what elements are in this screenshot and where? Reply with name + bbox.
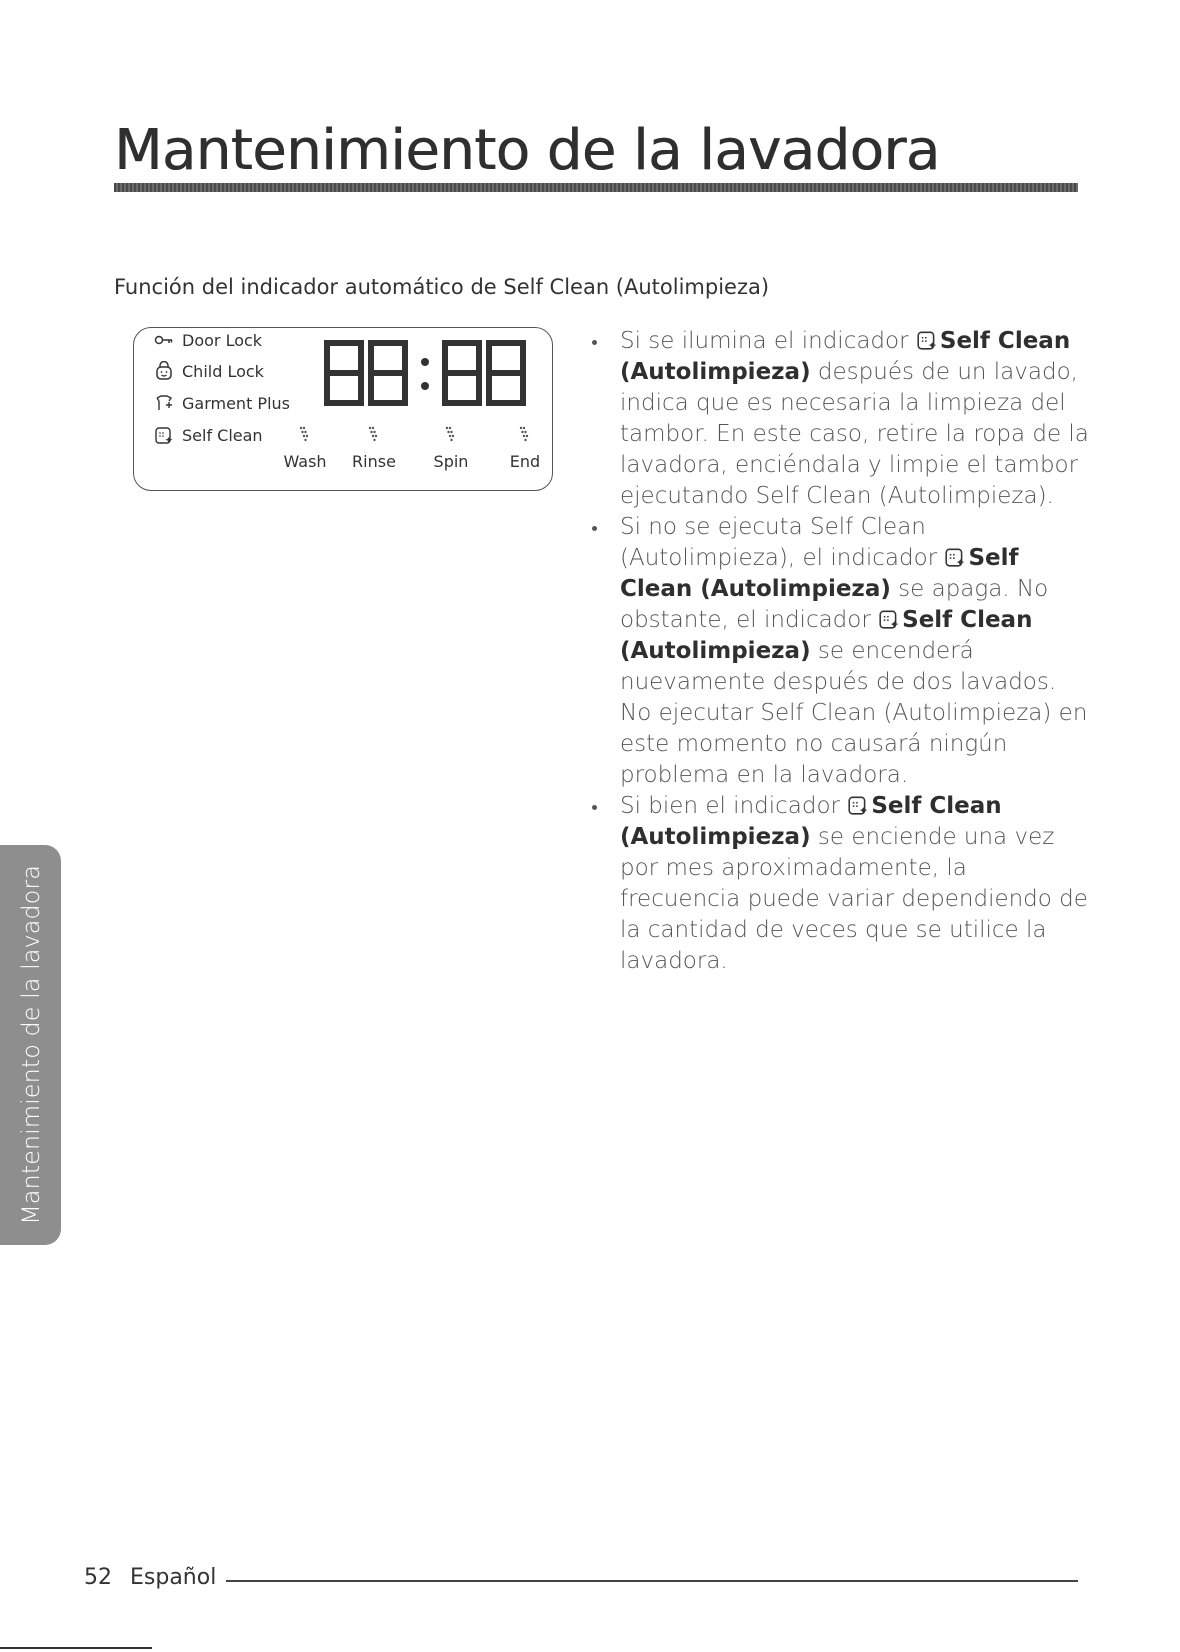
- indicator-label: Self Clean: [182, 425, 263, 445]
- self-clean-icon: [916, 329, 938, 351]
- chapter-side-tab: [0, 845, 61, 1245]
- indicator-door-lock: [154, 328, 262, 352]
- child-face-icon: [154, 361, 174, 381]
- page-title: Mantenimiento de la lavadora: [114, 118, 940, 183]
- bullet-item: Si bien el indicador Self Clean (Autolimpieza) se enciende una vez por mes aproximadamente, la frecuencia puede variar dependiendo de la cantidad de veces que se utilice la lavadora.: [620, 791, 1090, 977]
- control-panel-illustration: [133, 327, 553, 491]
- self-clean-icon: [847, 794, 869, 816]
- bullet-item: Si se ilumina el indicador Self Clean (Autolimpieza) después de un lavado, indica que es necesaria la limpieza del tambor. En este caso, retire la ropa de la lavadora, enciéndala y limpie el tambor ejecutando Self Clean (Autolimpieza).: [620, 326, 1090, 512]
- indicator-child-lock: [154, 359, 264, 383]
- cycle-label-end: End: [509, 452, 541, 471]
- garment-plus-icon: [154, 393, 174, 413]
- title-rule: [114, 183, 1078, 192]
- bullet-item: Si no se ejecuta Self Clean (Autolimpieza), el indicador Self Clean (Autolimpieza) se apaga. No obstante, el indicador Self Clean (Autolimpieza) se encenderá nuevamente después de dos lavados. No ejecutar Self Clean (Autolimpieza) en este momento no causará ningún problema en la lavadora.: [620, 512, 1090, 791]
- cycle-label-wash: Wash: [283, 452, 327, 471]
- indicator-self-clean: [154, 423, 263, 447]
- self-clean-icon: [878, 608, 900, 630]
- cycle-label-spin: Spin: [433, 452, 469, 471]
- indicator-label: Garment Plus: [182, 393, 290, 413]
- self-clean-icon: [944, 546, 966, 568]
- bullet-list: [620, 326, 1090, 977]
- indicator-garment-plus: [154, 391, 290, 415]
- footer-language: Español: [130, 1565, 217, 1590]
- footer-rule: [226, 1580, 1078, 1582]
- key-icon: [154, 330, 174, 350]
- cycle-arrow-icon: [300, 427, 528, 441]
- cycle-label-rinse: Rinse: [352, 452, 396, 471]
- page-number: 52: [84, 1565, 112, 1590]
- side-tab-label: Mantenimiento de la lavadora: [16, 865, 45, 1225]
- section-heading: Función del indicador automático de Self Clean (Autolimpieza): [114, 275, 770, 299]
- seven-segment-display: [324, 340, 536, 406]
- self-clean-icon: [154, 425, 174, 445]
- indicator-label: Child Lock: [182, 361, 264, 381]
- cycle-progress-icons: [289, 424, 534, 446]
- bottom-edge-rule: [0, 1647, 152, 1649]
- indicator-label: Door Lock: [182, 330, 263, 350]
- cycle-labels: [283, 452, 549, 472]
